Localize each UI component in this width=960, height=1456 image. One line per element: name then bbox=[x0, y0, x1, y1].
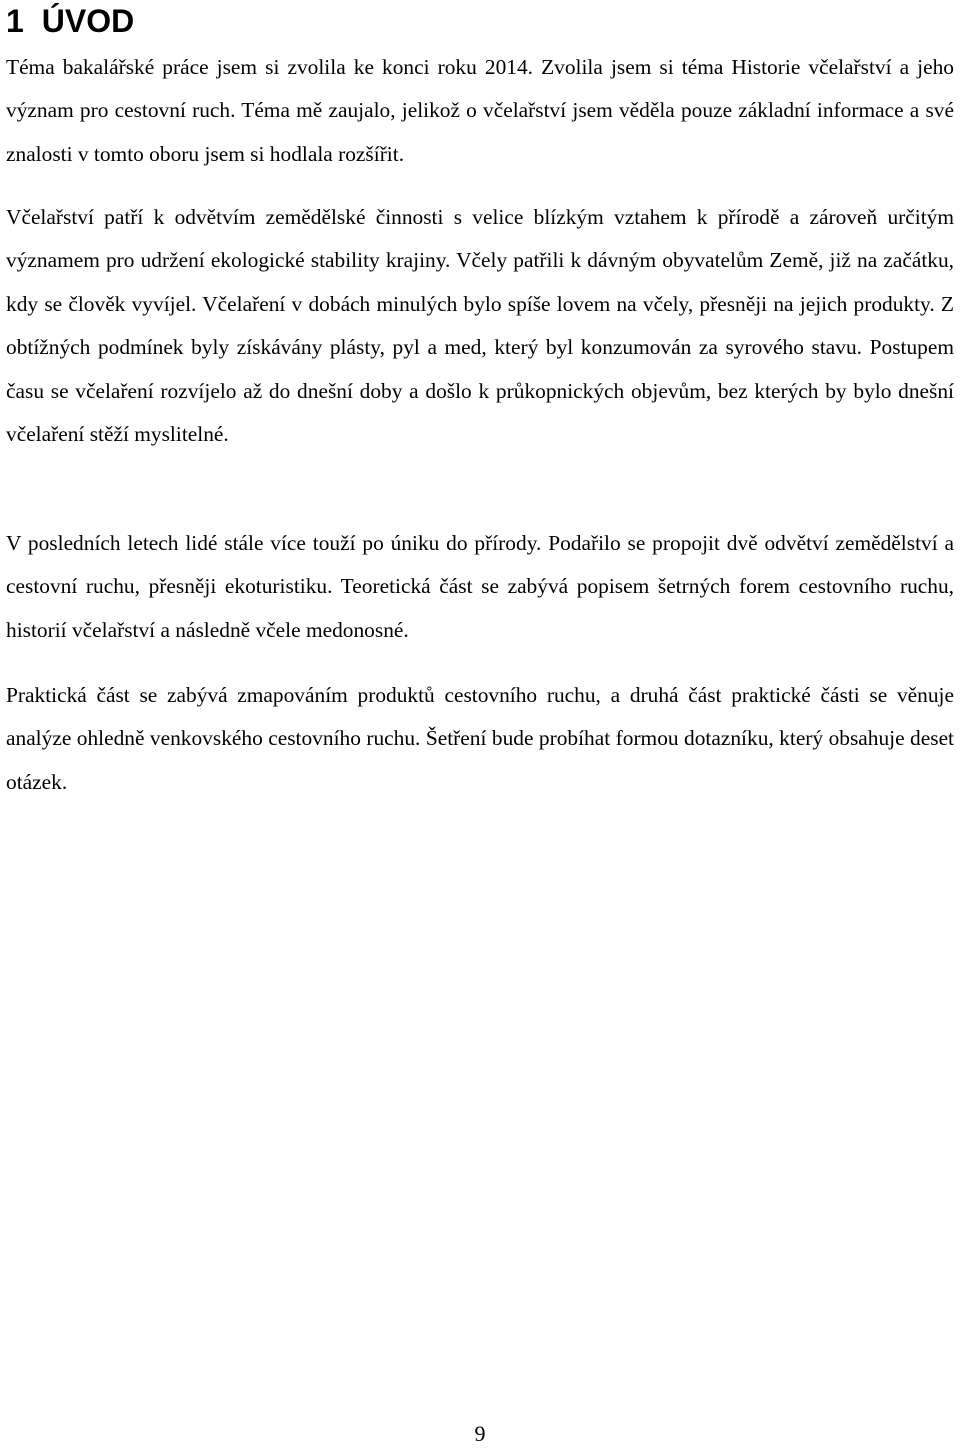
paragraph-practical-part: Praktická část se zabývá zmapováním produktů cestovního ruchu, a druhá část praktické části se věnuje analýze ohledně venkovského cestovního ruchu. Šetření bude probíhat formou dotazníku, který obsahuje deset otázek. bbox=[6, 683, 954, 794]
paragraph-intro: Téma bakalářské práce jsem si zvolila ke konci roku 2014. Zvolila jsem si téma Historie včelařství a jeho význam pro cestovní ruch. Téma mě zaujalo, jelikož o včelařství jsem věděla pouze základní informace a své znalosti v tomto oboru jsem si hodlala rozšířit. bbox=[6, 55, 954, 166]
chapter-number: 1 bbox=[6, 3, 24, 39]
page-number: 9 bbox=[474, 1421, 486, 1446]
chapter-title: ÚVOD bbox=[41, 3, 135, 39]
paragraph-beekeeping: Včelařství patří k odvětvím zemědělské činnosti s velice blízkým vztahem k přírodě a zároveň určitým významem pro udržení ekologické stability krajiny. Včely patřili k dávným obyvatelům Země, již na začátku, kdy se člověk vyvíjel. Včelaření v dobách minulých bylo spíše lovem na včely, přesněji na jejich produkty. Z obtížných podmínek byly získávány plásty, pyl a med, který byl konzumován za syrového stavu. Postupem času se včelaření rozvíjelo až do dnešní doby a došlo k průkopnických objevům, bez kterých by bylo dnešní včelaření stěží myslitelné. bbox=[6, 205, 954, 447]
chapter-heading bbox=[6, 2, 134, 40]
paragraph-ecotourism: V posledních letech lidé stále více touží po úniku do přírody. Podařilo se propojit dvě odvětví zemědělství a cestovní ruchu, přesněji ekoturistiku. Teoretická část se zabývá popisem šetrných forem cestovního ruchu, historií včelařství a následně včele medonosné. bbox=[6, 531, 954, 642]
